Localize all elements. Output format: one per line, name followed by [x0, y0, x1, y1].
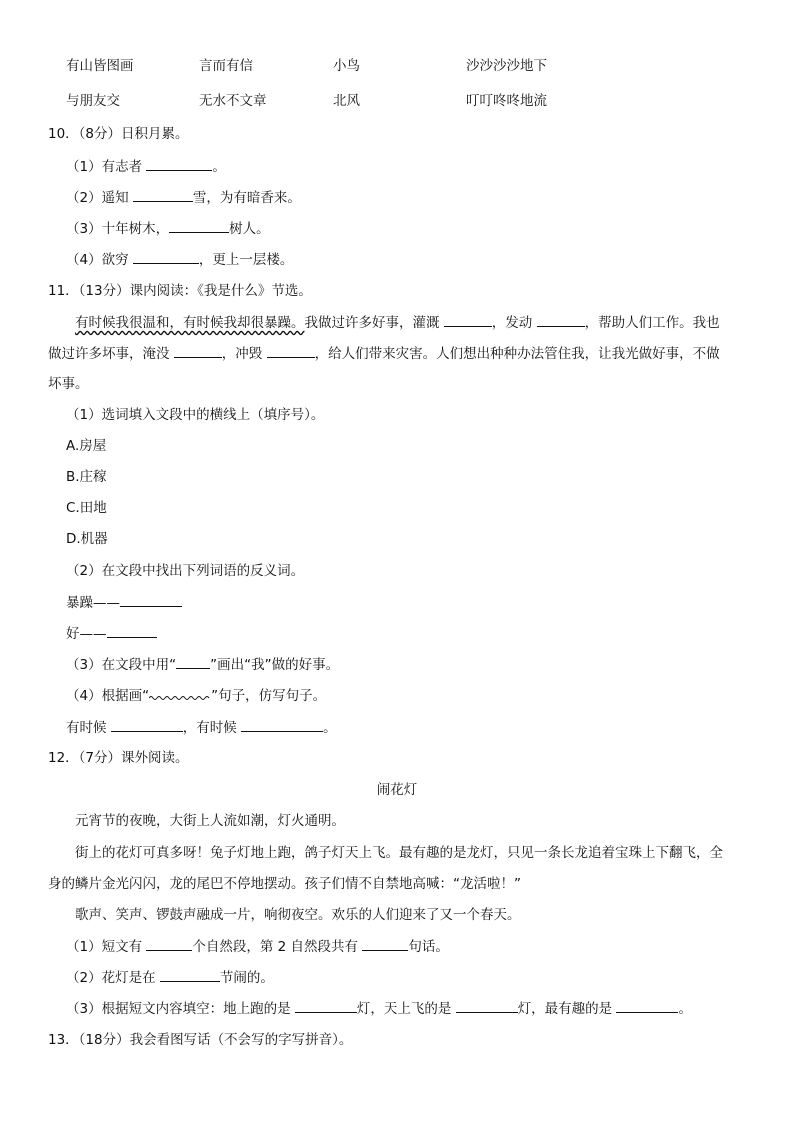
- answer-blank[interactable]: [537, 312, 585, 327]
- question-11-title: 11．（13分）课内阅读：《我是什么》节选。: [48, 283, 312, 299]
- q12-text: 灯，天上飞的是: [356, 1001, 456, 1017]
- q11-sub-2: （2）在文段中找出下列词语的反义词。: [66, 563, 305, 579]
- q11-sub-3: [66, 654, 339, 675]
- answer-blank[interactable]: [174, 343, 222, 358]
- answer-blank[interactable]: [444, 312, 492, 327]
- q12-text: 节闹的。: [219, 970, 274, 986]
- option-a: A.房屋: [66, 438, 107, 454]
- passage-text: ，给人们带来灾害。人们想出种种办法管住我，让我光做好事，不做: [314, 346, 720, 362]
- answer-blank[interactable]: [241, 717, 323, 732]
- match-cell: 有山皆图画: [66, 58, 134, 74]
- passage-text: ，帮助人们工作。我也: [584, 315, 720, 331]
- passage-text: 做过许多坏事，淹没: [48, 346, 174, 362]
- match-cell: 小鸟: [333, 58, 360, 74]
- q12-sub-3: [66, 998, 692, 1019]
- q12-sub-1: [66, 936, 449, 957]
- q11-sub-4-prefix: （4）根据画“: [66, 688, 150, 704]
- q10-item-4-suffix: ，更上一层楼。: [198, 252, 294, 268]
- answer-blank[interactable]: [267, 343, 315, 358]
- passage-text: ，发动: [491, 315, 537, 331]
- q12-text: （3）根据短文内容填空：地上跑的是: [66, 1001, 295, 1017]
- q12-text: 个自然段，第 2 自然段共有: [192, 939, 363, 955]
- answer-blank[interactable]: [133, 249, 199, 264]
- straight-line-sample: [176, 654, 210, 669]
- match-cell: 言而有信: [199, 58, 253, 74]
- answer-blank[interactable]: [616, 998, 678, 1013]
- imitate-text: ，有时候: [182, 720, 242, 736]
- q11-sub-3-suffix: ”画出“我”做的好事。: [210, 657, 340, 673]
- match-cell: 北风: [333, 93, 360, 109]
- q10-item-3-prefix: （3）十年树木，: [66, 221, 170, 237]
- q10-item-1-prefix: （1）有志者: [66, 159, 147, 175]
- antonym-word: 好——: [66, 626, 107, 642]
- q11-sub-1: （1）选词填入文段中的横线上（填序号）。: [66, 407, 325, 423]
- antonym-1: [66, 592, 182, 613]
- match-cell: 无水不文章: [199, 93, 267, 109]
- q11-sub-4-suffix: ”句子，仿写句子。: [211, 688, 327, 704]
- question-10-title: 10．（8分）日积月累。: [48, 126, 189, 142]
- answer-blank[interactable]: [111, 717, 183, 732]
- answer-blank[interactable]: [133, 187, 193, 202]
- q10-item-2: [66, 187, 301, 208]
- q12-text: 灯，最有趣的是: [517, 1001, 617, 1017]
- q10-item-1: [66, 156, 226, 177]
- q10-item-4: [66, 249, 293, 270]
- option-c: C.田地: [66, 500, 107, 516]
- q11-passage-line-1: [75, 312, 720, 333]
- option-d: D.机器: [66, 531, 108, 547]
- story-title: 闹花灯: [376, 782, 418, 798]
- q12-text: （2）花灯是在: [66, 970, 160, 986]
- imitate-text: 有时候: [66, 720, 111, 736]
- antonym-2: [66, 623, 157, 644]
- q12-text: 句话。: [408, 939, 449, 955]
- story-paragraph-2b: 身的鳞片金光闪闪，龙的尾巴不停地摆动。孩子们情不自禁地高喊：“龙活啦！”: [48, 876, 521, 892]
- answer-blank[interactable]: [160, 967, 220, 982]
- option-b: B.庄稼: [66, 469, 107, 485]
- q11-sub-3-prefix: （3）在文段中用“: [66, 657, 177, 673]
- q11-passage-line-2: [48, 343, 720, 364]
- answer-blank[interactable]: [107, 623, 157, 638]
- q10-item-2-prefix: （2）遥知: [66, 190, 133, 206]
- q10-item-4-prefix: （4）欲穷: [66, 252, 133, 268]
- answer-blank[interactable]: [362, 936, 408, 951]
- answer-blank[interactable]: [295, 998, 357, 1013]
- q10-item-2-suffix: 雪，为有暗香来。: [192, 190, 301, 206]
- story-paragraph-2a: 街上的花灯可真多呀！兔子灯地上跑，鸽子灯天上飞。最有趣的是龙灯，只见一条长龙追着宝珠上下翻飞，全: [75, 845, 723, 861]
- q12-text: （1）短文有: [66, 939, 147, 955]
- answer-blank[interactable]: [169, 218, 229, 233]
- q11-sub-4: [66, 686, 326, 706]
- answer-blank[interactable]: [120, 592, 182, 607]
- question-13-title: 13．（18分）我会看图写话（不会写的字写拼音）。: [48, 1032, 353, 1048]
- wavy-line-sample: [149, 686, 211, 700]
- question-12-title: 12．（7分）课外阅读。: [48, 750, 189, 766]
- answer-blank[interactable]: [146, 156, 212, 171]
- story-paragraph-1: 元宵节的夜晚，大街上人流如潮，灯火通明。: [75, 813, 345, 829]
- imitate-text: 。: [323, 720, 337, 736]
- q10-item-3-suffix: 树人。: [229, 221, 270, 237]
- wavy-underlined-sentence: 有时候我很温和，有时候我却很暴躁。: [75, 315, 305, 331]
- q10-item-1-suffix: 。: [212, 159, 226, 175]
- passage-text: 我做过许多好事，灌溉: [304, 315, 444, 331]
- imitate-sentence: [66, 717, 337, 738]
- passage-text: ，冲毁: [221, 346, 267, 362]
- q12-sub-2: [66, 967, 274, 988]
- answer-blank[interactable]: [456, 998, 518, 1013]
- antonym-word: 暴躁——: [66, 595, 120, 611]
- answer-blank[interactable]: [146, 936, 192, 951]
- q12-text: 。: [678, 1001, 692, 1017]
- match-cell: 叮叮咚咚地流: [466, 93, 547, 109]
- story-paragraph-3: 歌声、笑声、锣鼓声融成一片，响彻夜空。欢乐的人们迎来了又一个春天。: [75, 907, 521, 923]
- match-cell: 沙沙沙沙地下: [466, 58, 547, 74]
- q11-passage-line-3: 坏事。: [48, 376, 89, 392]
- q10-item-3: [66, 218, 270, 239]
- match-cell: 与朋友交: [66, 93, 120, 109]
